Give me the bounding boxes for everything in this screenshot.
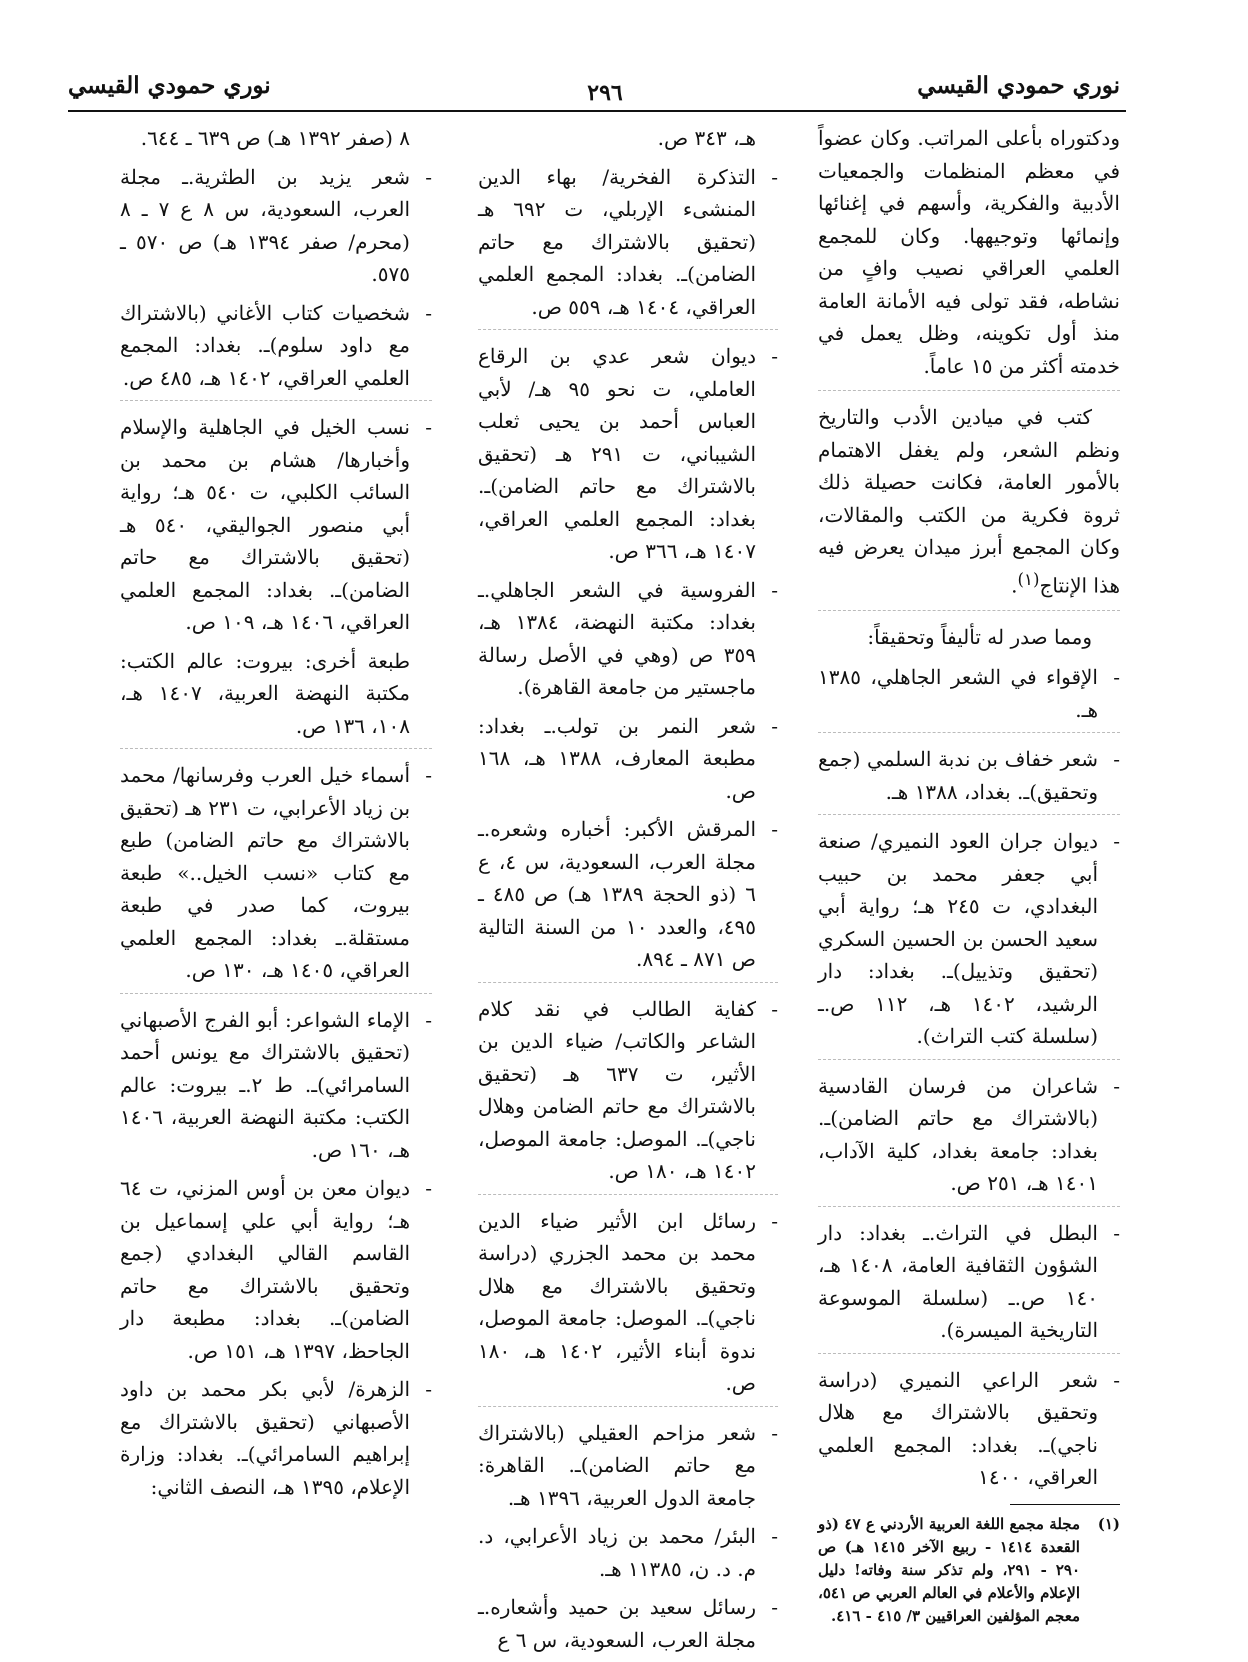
- bibliography-entry: - الفروسية في الشعر الجاهلي.ـ بغداد: مكتبة النهضة، ١٣٨٤ هـ، ٣٥٩ ص (وهي في الأصل رسالة ماجستير من جامعة القاهرة).: [478, 577, 778, 699]
- bibliography-entry: - شعر الراعي النميري (دراسة وتحقيق بالاشتراك مع هلال ناجي)ـ. بغداد: المجمع العلمي العراقي، ١٤٠٠: [818, 1367, 1120, 1490]
- bio-paragraph: ودكتوراه بأعلى المراتب. وكان عضواً في معظم المنظمات والجمعيات الأدبية والفكرية، وأسهم في إغنائها وإنمائها وتوجيهها. وكان للمجمع العلمي العراقي نصيب وافٍ من نشاطه، فقد تولى فيه الأمانة العامة منذ أول تكوينه، وظل يعمل في خدمته أكثر من ١٥ عاماً.: [818, 126, 1120, 378]
- entry-separator: [818, 1059, 1120, 1062]
- bibliography-entry: - الإقواء في الشعر الجاهلي، ١٣٨٥ هـ.: [818, 665, 1120, 722]
- header-rule: [68, 110, 1126, 112]
- bibliography-entry: - البطل في التراث.ـ بغداد: دار الشؤون الثقافية العامة، ١٤٠٨ هـ، ١٤٠ ص.ـ (سلسلة الموسوعة التاريخية الميسرة).: [818, 1220, 1120, 1343]
- bibliography-entry: - البئر/ محمد بن زياد الأعرابي، د. م. د. ن، ١١٣٨٥ هـ.: [478, 1524, 778, 1581]
- bibliography-entry: - نسب الخيل في الجاهلية والإسلام وأخبارها/ هشام بن محمد بن السائب الكلبي، ت ٥٤٠ هـ؛ رواية أبي منصور الجواليقي، ٥٤٠ هـ (تحقيق بالاشتراك مع حاتم الضامن)ـ. بغداد: المجمع العلمي العراقي، ١٤٠٦ هـ، ١٠٩ ص.: [120, 415, 432, 634]
- bibliography-entry: - ديوان جران العود النميري/ صنعة أبي جعفر محمد بن حبيب البغدادي، ت ٢٤٥ هـ؛ رواية أبي سعيد الحسن بن الحسين السكري (تحقيق وتذييل)ـ. بغداد: دار الرشيد، ١٤٠٢ هـ، ١١٢ ص.ـ (سلسلة كتب التراث).: [818, 829, 1120, 1049]
- bibliography-entry: - رسائل سعيد بن حميد وأشعاره.ـ مجلة العرب، السعودية، س ٦ ع: [478, 1595, 778, 1652]
- work-paragraph: كتب في ميادين الأدب والتاريخ ونظم الشعر، ولم يغفل الاهتمام بالأمور العامة، فكانت حصيلة ذلك ثروة فكرية من الكتب والمقالات، وكان المجمع أبرز ميدان يعرض فيه هذا الإنتاج$^{(١)}$.: [818, 405, 1120, 598]
- bibliography-entry: - أسماء خيل العرب وفرسانها/ محمد بن زياد الأعرابي، ت ٢٣١ هـ (تحقيق بالاشتراك مع حاتم الضامن) طبع مع كتاب «نسب الخيل..» طبعة بيروت، كما صدر في طبعة مستقلة.ـ بغداد: المجمع العلمي العراقي، ١٤٠٥ هـ، ١٣٠ ص.: [120, 763, 432, 982]
- bibliography-entry: - شعر مزاحم العقيلي (بالاشتراك مع حاتم الضامن)ـ. القاهرة: جامعة الدول العربية، ١٣٩٦ هـ.: [478, 1420, 778, 1510]
- entry-separator: [818, 1353, 1120, 1356]
- bibliography-entry: - شعر خفاف بن ندبة السلمي (جمع وتحقيق)ـ. بغداد، ١٣٨٨ هـ.: [818, 747, 1120, 804]
- column-left: [120, 122, 432, 1509]
- running-head-left: نوري حمودي القيسي: [68, 72, 271, 99]
- running-head-right: نوري حمودي القيسي: [917, 72, 1120, 99]
- column-middle: [478, 122, 778, 1662]
- entry-separator: [478, 1406, 778, 1409]
- bibliography-entry: - التذكرة الفخرية/ بهاء الدين المنشىء الإربلي، ت ٦٩٢ هـ (تحقيق بالاشتراك مع حاتم الضامن)ـ. بغداد: المجمع العلمي العراقي، ١٤٠٤ هـ، ٥٥٩ ص.: [478, 164, 778, 319]
- work-paragraph-text: كتب في ميادين الأدب والتاريخ ونظم الشعر، ولم يغفل الاهتمام بالأمور العامة، فكانت حصيلة ذلك ثروة فكرية من الكتب والمقالات، وكان المجمع أبرز ميدان يعرض فيه هذا الإنتاج: [818, 405, 1120, 598]
- bibliography-entry: - شخصيات كتاب الأغاني (بالاشتراك مع داود سلوم)ـ. بغداد: المجمع العلمي العراقي، ١٤٠٢ هـ، ٤٨٥ ص.: [120, 300, 432, 390]
- bibliography-entry: - شعر يزيد بن الطثرية.ـ مجلة العرب، السعودية، س ٨ ع ٧ ـ ٨ (محرم/ صفر ١٣٩٤ هـ) ص ٥٧٠ ـ ٥٧٥.: [120, 164, 432, 286]
- column-right: [818, 122, 1120, 1628]
- entry-separator: [478, 982, 778, 985]
- other-edition-note: طبعة أخرى: بيروت: عالم الكتب: مكتبة النهضة العربية، ١٤٠٧ هـ، ١٠٨، ١٣٦ ص.: [120, 648, 410, 738]
- column-divider: [818, 390, 1120, 393]
- bibliography-entry: - رسائل ابن الأثير ضياء الدين محمد بن محمد الجزري (دراسة وتحقيق بالاشتراك مع هلال ناجي)ـ. الموصل: جامعة الموصل، ندوة أبناء الأثير، ١٤٠٢ هـ، ١٨٠ ص.: [478, 1208, 778, 1395]
- bibliography-entry: - شاعران من فرسان القادسية (بالاشتراك مع حاتم الضامن)ـ. بغداد: جامعة بغداد، كلية الآداب، ١٤٠١ هـ، ٢٥١ ص.: [818, 1073, 1120, 1196]
- entry-separator: [478, 1194, 778, 1197]
- bibliography-entry: - شعر النمر بن تولب.ـ بغداد: مطبعة المعارف، ١٣٨٨ هـ، ١٦٨ ص.: [478, 713, 778, 803]
- entry-separator: [478, 329, 778, 332]
- bibliography-entry: - كفاية الطالب في نقد كلام الشاعر والكاتب/ ضياء الدين بن الأثير، ت ٦٣٧ هـ (تحقيق بالاشتراك مع حاتم الضامن وهلال ناجي)ـ. الموصل: جامعة الموصل، ١٤٠٢ هـ، ١٨٠ ص.: [478, 996, 778, 1183]
- page-number: ٢٩٦: [587, 80, 623, 106]
- entry-separator: [120, 400, 432, 403]
- entry-separator: [120, 748, 432, 751]
- footnote-rule: [1010, 1504, 1120, 1505]
- footnote-number: (١): [1097, 1514, 1120, 1533]
- entry-separator: [818, 814, 1120, 817]
- bibliography-entry: - ديوان معن بن أوس المزني، ت ٦٤ هـ؛ رواية أبي علي إسماعيل بن القاسم القالي البغدادي (جمع وتحقيق بالاشتراك مع حاتم الضامن)ـ. بغداد: مطبعة دار الجاحظ، ١٣٩٧ هـ، ١٥١ ص.: [120, 1176, 432, 1363]
- footnote-text: مجلة مجمع اللغة العربية الأردني ع ٤٧ (ذو القعدة ١٤١٤ - ربيع الآخر ١٤١٥ هـ) ص ٢٩٠ - ٢٩١، ولم تذكر سنة وفاته! دليل الإعلام والأعلام في العالم العربي ص ٥٤١، معجم المؤلفين العراقيين ٣/ ٤١٥ - ٤١٦.: [818, 1514, 1081, 1625]
- bibliography-entry: - ديوان شعر عدي بن الرقاع العاملي، ت نحو ٩٥ هـ/ لأبي العباس أحمد بن يحيى ثعلب الشيباني، ت ٢٩١ هـ (تحقيق بالاشتراك مع حاتم الضامن)ـ. بغداد: المجمع العلمي العراقي، ١٤٠٧ هـ، ٣٦٦ ص.: [478, 344, 778, 563]
- bibliography-entry: - الزهرة/ لأبي بكر محمد بن داود الأصبهاني (تحقيق بالاشتراك مع إبراهيم السامرائي)ـ. بغداد: وزارة الإعلام، ١٣٩٥ هـ، النصف الثاني:: [120, 1377, 432, 1499]
- entry-separator: [120, 993, 432, 996]
- footnote: [818, 1513, 1120, 1628]
- continued-entry: ٨ (صفر ١٣٩٢ هـ) ص ٦٣٩ ـ ٦٤٤.: [140, 126, 410, 150]
- entry-separator: [818, 1206, 1120, 1209]
- continued-entry: هـ، ٣٤٣ ص.: [657, 126, 756, 150]
- column-divider: [818, 610, 1120, 613]
- bibliography-entry: - الإماء الشواعر: أبو الفرج الأصبهاني (تحقيق بالاشتراك مع يونس أحمد السامرائي)ـ. ط ٢.ـ بيروت: عالم الكتب: مكتبة النهضة العربية، ١٤٠٦ هـ، ١٦٠ ص.: [120, 1007, 432, 1162]
- bibliography-entry: - المرقش الأكبر: أخباره وشعره.ـ مجلة العرب، السعودية، س ٤، ع ٦ (ذو الحجة ١٣٨٩ هـ) ص ٤٨٥ ـ ٤٩٥، والعدد ١٠ من السنة التالية ص ٨٧١ ـ ٨٩٤.: [478, 817, 778, 971]
- footnote-marker: (١): [1017, 569, 1040, 589]
- intro-line: ومما صدر له تأليفاً وتحقيقاً:: [867, 624, 1092, 649]
- entry-separator: [818, 732, 1120, 735]
